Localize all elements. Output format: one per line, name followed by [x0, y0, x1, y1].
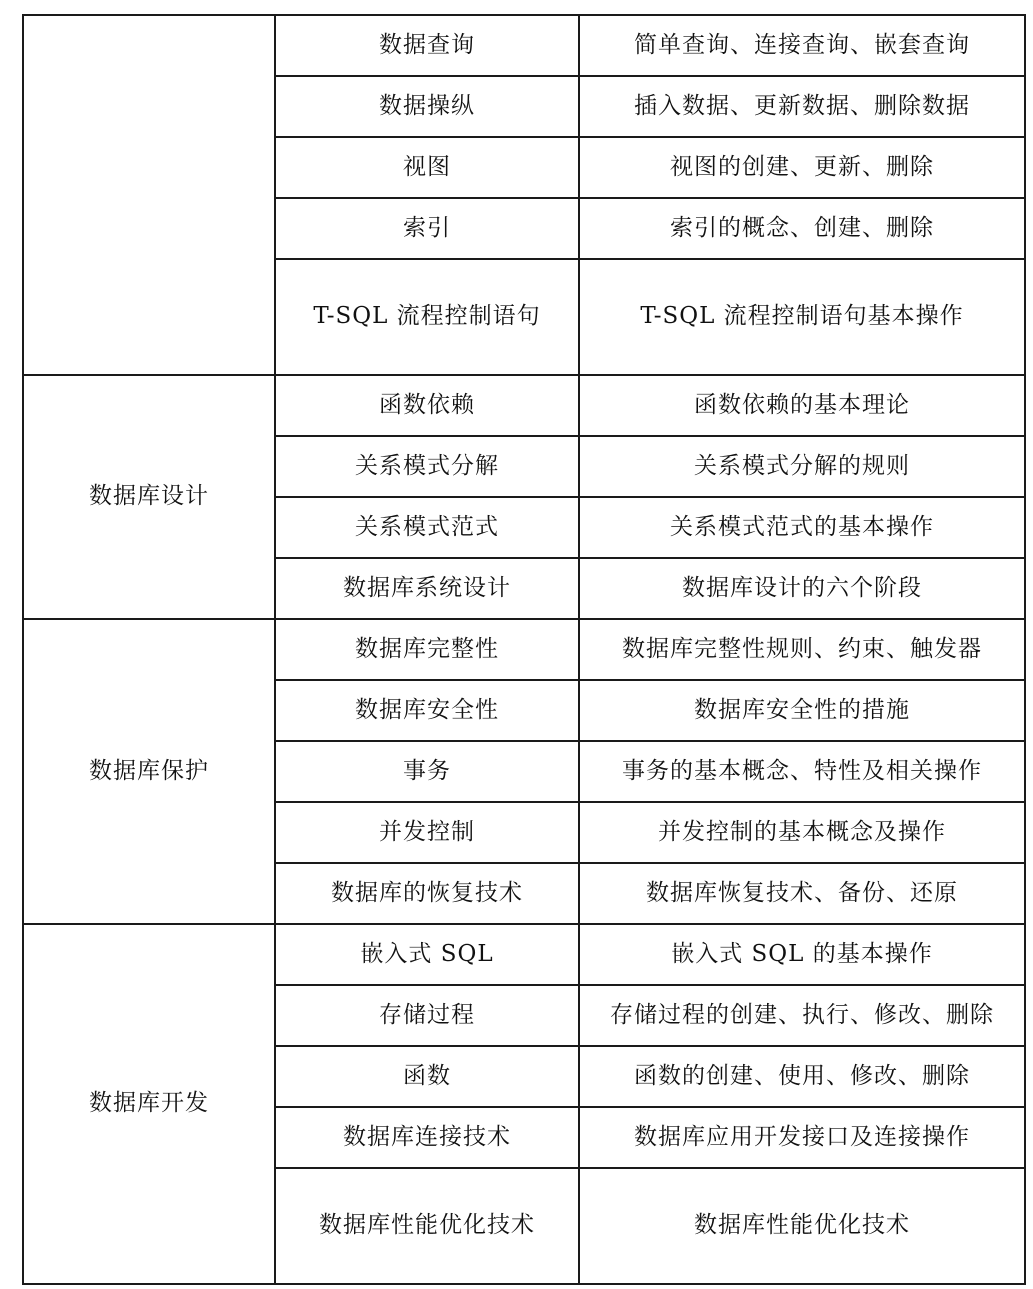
topic-cell: 视图	[275, 137, 579, 198]
topic-cell: 函数依赖	[275, 375, 579, 436]
content-cell: 存储过程的创建、执行、修改、删除	[579, 985, 1025, 1046]
topic-cell: 并发控制	[275, 802, 579, 863]
content-cell: 数据库性能优化技术	[579, 1168, 1025, 1284]
topic-cell: 函数	[275, 1046, 579, 1107]
topic-cell: 关系模式范式	[275, 497, 579, 558]
content-cell: 数据库应用开发接口及连接操作	[579, 1107, 1025, 1168]
module-cell: 数据库设计	[23, 375, 275, 619]
content-cell: 简单查询、连接查询、嵌套查询	[579, 15, 1025, 76]
topic-cell: 数据库安全性	[275, 680, 579, 741]
topic-cell: 事务	[275, 741, 579, 802]
table-row	[23, 15, 1025, 76]
content-cell: 并发控制的基本概念及操作	[579, 802, 1025, 863]
content-cell: 事务的基本概念、特性及相关操作	[579, 741, 1025, 802]
content-cell: 嵌入式 SQL 的基本操作	[579, 924, 1025, 985]
content-cell: 数据库完整性规则、约束、触发器	[579, 619, 1025, 680]
content-cell: 关系模式范式的基本操作	[579, 497, 1025, 558]
topic-cell: 关系模式分解	[275, 436, 579, 497]
topic-cell: 数据库的恢复技术	[275, 863, 579, 924]
module-cell	[23, 15, 275, 375]
table-row	[23, 619, 1025, 680]
content-cell: 函数依赖的基本理论	[579, 375, 1025, 436]
table-row	[23, 375, 1025, 436]
module-cell: 数据库保护	[23, 619, 275, 924]
topic-cell: 数据查询	[275, 15, 579, 76]
topic-cell: 数据操纵	[275, 76, 579, 137]
table-row	[23, 924, 1025, 985]
content-cell: 索引的概念、创建、删除	[579, 198, 1025, 259]
topic-cell: 数据库系统设计	[275, 558, 579, 619]
topic-cell: 存储过程	[275, 985, 579, 1046]
module-cell: 数据库开发	[23, 924, 275, 1284]
content-cell: 数据库设计的六个阶段	[579, 558, 1025, 619]
content-cell: T-SQL 流程控制语句基本操作	[579, 259, 1025, 375]
content-cell: 视图的创建、更新、删除	[579, 137, 1025, 198]
topic-cell: 索引	[275, 198, 579, 259]
syllabus-table	[22, 14, 1026, 1285]
topic-cell: T-SQL 流程控制语句	[275, 259, 579, 375]
topic-cell: 嵌入式 SQL	[275, 924, 579, 985]
content-cell: 函数的创建、使用、修改、删除	[579, 1046, 1025, 1107]
content-cell: 数据库安全性的措施	[579, 680, 1025, 741]
content-cell: 数据库恢复技术、备份、还原	[579, 863, 1025, 924]
topic-cell: 数据库完整性	[275, 619, 579, 680]
topic-cell: 数据库连接技术	[275, 1107, 579, 1168]
content-cell: 插入数据、更新数据、删除数据	[579, 76, 1025, 137]
content-cell: 关系模式分解的规则	[579, 436, 1025, 497]
topic-cell: 数据库性能优化技术	[275, 1168, 579, 1284]
